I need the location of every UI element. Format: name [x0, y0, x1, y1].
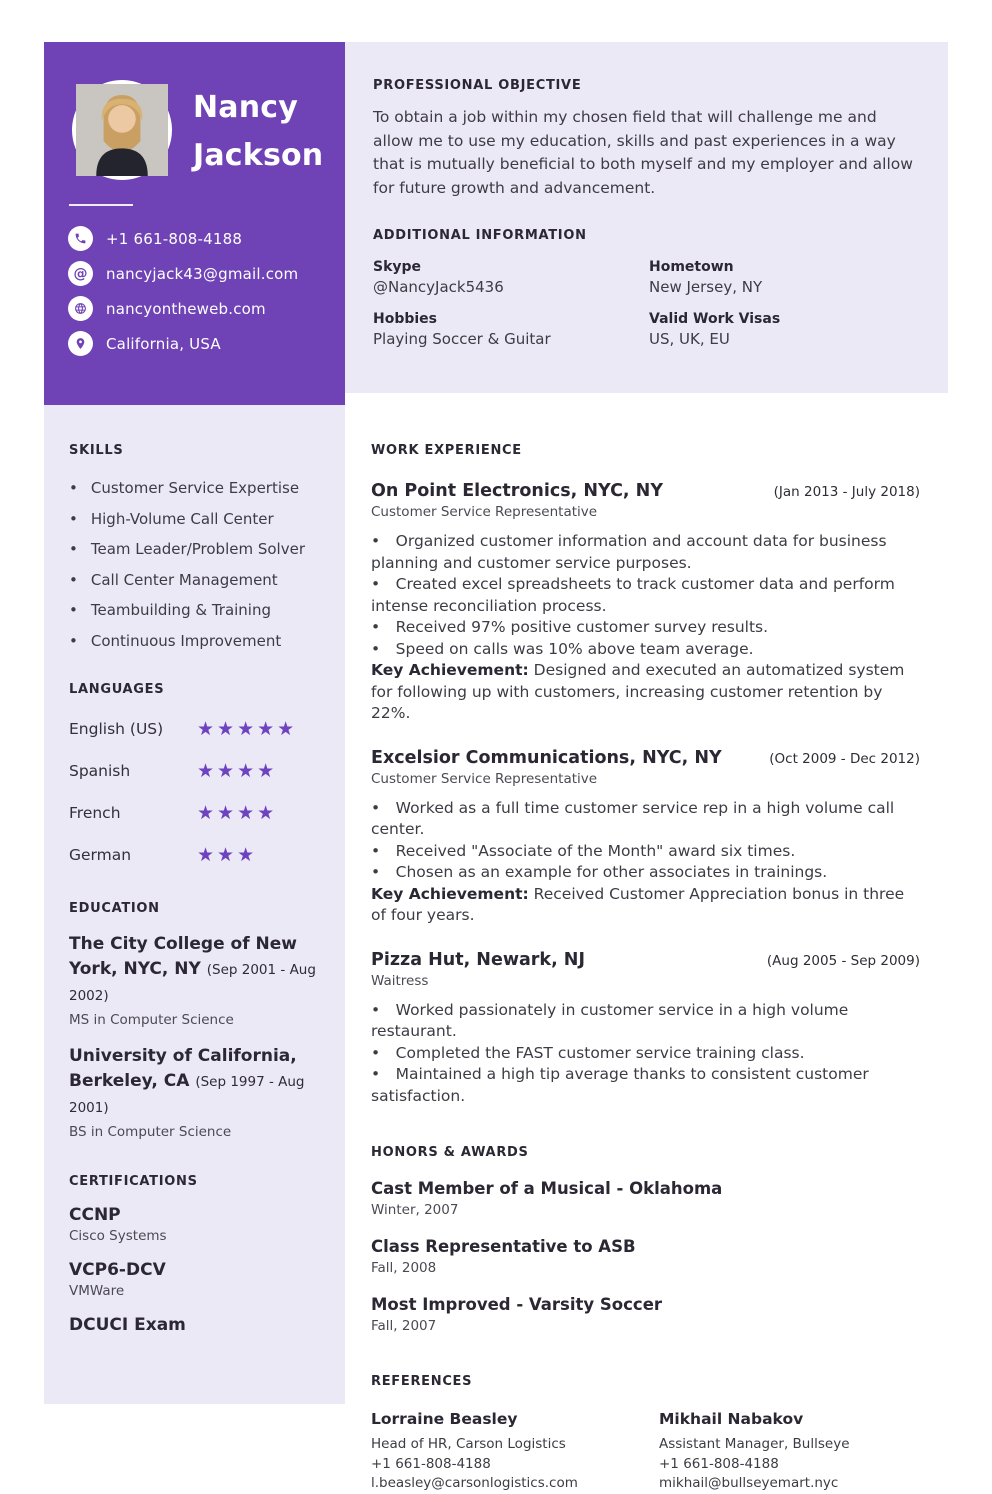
job-bullet: • Organized customer information and account data for business planning and customer service purposes. — [371, 531, 920, 574]
skill-label: High-Volume Call Center — [90, 509, 274, 528]
key-achievement-label: Key Achievement: — [371, 884, 529, 903]
job-bullet: • Maintained a high tip average thanks to consistent customer satisfaction. — [371, 1064, 920, 1107]
skill-item — [69, 511, 323, 528]
key-achievement-label: Key Achievement: — [371, 661, 529, 679]
info-value: New Jersey, NY — [649, 278, 763, 296]
job-dates: (Aug 2005 - Sep 2009) — [766, 952, 920, 969]
bullet: • — [69, 479, 78, 497]
info-value: @NancyJack5436 — [373, 278, 504, 296]
job-bullet: • Completed the FAST customer service training class. — [371, 1043, 920, 1065]
job-bullet: • Worked passionately in customer service in a high volume restaurant. — [371, 1000, 920, 1043]
job-bullet: • Chosen as an example for other associates in trainings. — [371, 862, 920, 884]
bullet: • — [69, 601, 78, 619]
job-bullets — [371, 798, 920, 927]
additional-info-section — [373, 228, 918, 348]
reference-role: Assistant Manager, Bullseye — [659, 1436, 850, 1452]
job-bullet: • Received 97% positive customer survey results. — [371, 617, 920, 639]
languages-heading: LANGUAGES — [69, 681, 165, 697]
objective-text: To obtain a job within my chosen field that will challenge me and allow me to use my education, skills and past experiences in a way that is mutually beneficial to both myself and my employer and allow for future growth and advancement. — [373, 108, 913, 197]
person-name — [193, 84, 323, 180]
education-item — [69, 1044, 323, 1140]
divider — [69, 204, 133, 206]
education-dates: (Sep 1997 - Aug 2001) — [69, 1073, 305, 1116]
reference-email[interactable]: mikhail@bullseyemart.nyc — [659, 1475, 839, 1491]
main-column — [345, 393, 948, 1494]
avatar — [72, 80, 172, 180]
honors-heading: HONORS & AWARDS — [371, 1145, 529, 1160]
key-achievement-text: Received Customer Appreciation bonus in three of four years. — [371, 884, 905, 924]
key-achievement-text: Designed and executed an automatized system for following up with customers, increasing customer retention by 22%. — [371, 661, 905, 722]
certification-item — [69, 1205, 323, 1244]
language-name: English (US) — [69, 720, 164, 738]
education-degree: MS in Computer Science — [69, 1011, 234, 1028]
identity-header — [44, 42, 345, 405]
contact-phone — [68, 226, 298, 251]
contact-list — [68, 226, 298, 356]
job-head — [371, 950, 920, 970]
education-heading: EDUCATION — [69, 900, 160, 916]
job-entry — [371, 748, 920, 927]
certification-name: VCP6-DCV — [69, 1259, 166, 1280]
language-name: French — [69, 804, 121, 822]
languages-section — [69, 682, 323, 865]
person-last-name: Jackson — [193, 138, 324, 173]
job-bullet: • Speed on calls was 10% above team average. — [371, 639, 920, 661]
info-label: Skype — [373, 259, 422, 275]
language-row — [69, 717, 323, 740]
person-first-name: Nancy — [193, 90, 299, 125]
phone-text: +1 661-808-4188 — [106, 229, 243, 248]
skills-heading: SKILLS — [69, 443, 124, 458]
info-item-hobbies — [373, 311, 649, 348]
info-label: Valid Work Visas — [649, 311, 781, 327]
info-item-skype — [373, 259, 649, 296]
reference-name: Mikhail Nabakov — [659, 1410, 804, 1428]
skill-item — [69, 480, 323, 497]
job-head — [371, 748, 920, 768]
school-name: The City College of New York, NYC, NY — [69, 933, 297, 979]
job-role: Customer Service Representative — [371, 504, 598, 520]
reference-email[interactable]: l.beasley@carsonlogistics.com — [371, 1475, 578, 1491]
location-icon — [68, 331, 93, 356]
language-rating-stars: ★★★ — [197, 843, 258, 866]
reference-name: Lorraine Beasley — [371, 1410, 518, 1428]
bullet: • — [69, 570, 78, 589]
certification-item — [69, 1260, 323, 1299]
objective-heading: PROFESSIONAL OBJECTIVE — [373, 78, 582, 93]
job-bullet: • Created excel spreadsheets to track customer data and perform intense reconciliation process. — [371, 574, 920, 617]
honor-item — [371, 1295, 920, 1334]
education-dates: (Sep 2001 - Aug 2002) — [69, 961, 316, 1004]
bullet: • — [69, 631, 78, 650]
education-item — [69, 932, 323, 1028]
sidebar — [44, 405, 345, 1404]
phone-icon — [68, 226, 93, 251]
language-row — [69, 759, 323, 782]
honor-name: Most Improved - Varsity Soccer — [371, 1295, 663, 1314]
job-bullet: • Received "Associate of the Month" award six times. — [371, 841, 920, 863]
skill-item — [69, 572, 323, 589]
certification-org: VMWare — [69, 1282, 125, 1299]
reference-phone: +1 661-808-4188 — [371, 1455, 491, 1472]
contact-location — [68, 331, 298, 356]
info-label: Hobbies — [373, 311, 438, 327]
school-name: University of California, Berkeley, CA — [69, 1045, 297, 1091]
skill-label: Customer Service Expertise — [90, 479, 300, 497]
education-degree: BS in Computer Science — [69, 1123, 232, 1140]
skill-label: Team Leader/Problem Solver — [90, 540, 305, 558]
skill-label: Continuous Improvement — [90, 631, 282, 650]
bullet: • — [69, 540, 78, 558]
references-heading: REFERENCES — [371, 1374, 473, 1389]
education-section — [69, 901, 323, 1140]
certification-name: DCUCI Exam — [69, 1314, 186, 1335]
reference-phone: +1 661-808-4188 — [659, 1455, 779, 1472]
skill-item — [69, 602, 323, 619]
honor-item — [371, 1237, 920, 1276]
key-achievement — [371, 660, 920, 725]
job-company: On Point Electronics, NYC, NY — [371, 481, 663, 501]
language-rating-stars: ★★★★ — [197, 759, 278, 782]
job-entry — [371, 481, 920, 725]
job-bullets — [371, 531, 920, 725]
language-row — [69, 801, 323, 824]
contact-email[interactable] — [68, 261, 298, 286]
job-dates: (Jan 2013 - July 2018) — [773, 484, 920, 500]
certification-item — [69, 1315, 323, 1335]
additional-info-heading: ADDITIONAL INFORMATION — [373, 228, 587, 243]
job-role: Waitress — [371, 972, 429, 989]
contact-website[interactable] — [68, 296, 298, 321]
references-section — [371, 1374, 920, 1494]
key-achievement — [371, 884, 920, 927]
job-role: Customer Service Representative — [371, 770, 598, 787]
reference-role: Head of HR, Carson Logistics — [371, 1436, 566, 1452]
info-item-hometown — [649, 259, 918, 296]
reference-item — [659, 1410, 920, 1494]
skill-label: Call Center Management — [90, 570, 278, 589]
summary-panel — [345, 42, 948, 393]
honors-section — [371, 1145, 920, 1334]
honor-name: Cast Member of a Musical - Oklahoma — [371, 1179, 723, 1198]
avatar-placeholder — [76, 84, 168, 176]
education-school-line — [69, 1044, 323, 1121]
skills-list — [69, 480, 323, 650]
honor-date: Fall, 2007 — [371, 1318, 437, 1334]
email-text: nancyjack43@gmail.com — [106, 264, 299, 283]
skill-item — [69, 541, 323, 558]
job-entry — [371, 950, 920, 1108]
certification-org: Cisco Systems — [69, 1227, 167, 1244]
job-bullets — [371, 1000, 920, 1108]
additional-info-grid — [373, 259, 918, 348]
language-name: German — [69, 846, 132, 864]
skill-label: Teambuilding & Training — [90, 601, 272, 619]
job-bullet: • Worked as a full time customer service rep in a high volume call center. — [371, 798, 920, 841]
honor-date: Fall, 2008 — [371, 1260, 437, 1276]
honor-date: Winter, 2007 — [371, 1202, 459, 1218]
globe-icon — [68, 296, 93, 321]
job-head — [371, 481, 920, 501]
certifications-section — [69, 1174, 323, 1335]
language-name: Spanish — [69, 762, 131, 780]
language-rating-stars: ★★★★ — [197, 801, 278, 824]
honor-name: Class Representative to ASB — [371, 1237, 636, 1256]
education-school-line — [69, 932, 323, 1009]
references-grid — [371, 1410, 920, 1494]
honor-item — [371, 1179, 920, 1218]
reference-item — [371, 1410, 659, 1494]
skill-item — [69, 633, 323, 650]
language-rating-stars: ★★★★★ — [197, 717, 298, 740]
website-text: nancyontheweb.com — [106, 299, 266, 318]
info-item-visas — [649, 311, 918, 348]
certifications-heading: CERTIFICATIONS — [69, 1173, 198, 1189]
email-icon: @ — [68, 261, 93, 286]
language-row — [69, 843, 323, 866]
info-label: Hometown — [649, 259, 734, 275]
location-text: California, USA — [106, 334, 221, 353]
info-value: US, UK, EU — [649, 330, 730, 348]
certification-name: CCNP — [69, 1204, 121, 1225]
work-experience-heading: WORK EXPERIENCE — [371, 443, 522, 458]
job-dates: (Oct 2009 - Dec 2012) — [769, 750, 920, 767]
job-company: Pizza Hut, Newark, NJ — [371, 949, 585, 970]
job-company: Excelsior Communications, NYC, NY — [371, 747, 722, 768]
info-value: Playing Soccer & Guitar — [373, 330, 551, 348]
bullet: • — [69, 509, 78, 528]
